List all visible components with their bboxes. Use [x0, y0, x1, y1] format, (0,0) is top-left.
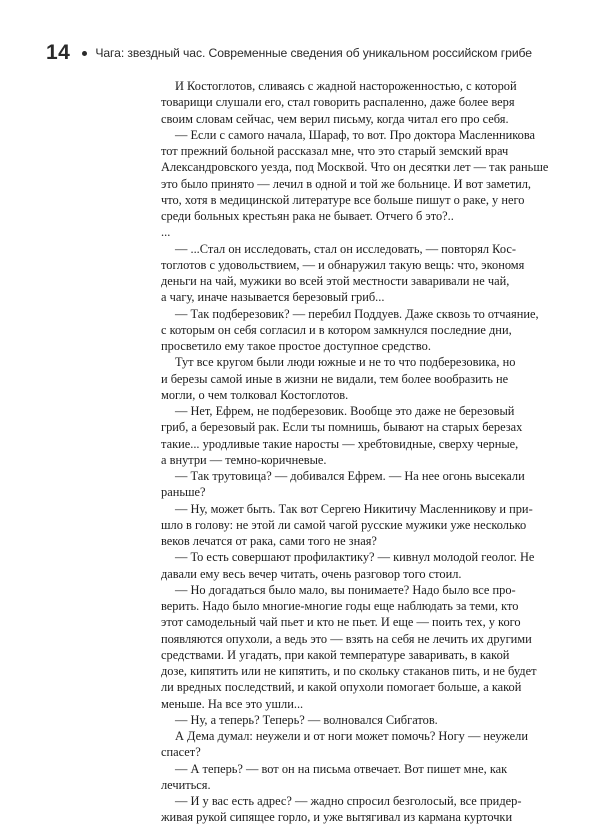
text-line: гриб, а березовый рак. Если ты помнишь, бывают на старых березах: [161, 420, 523, 435]
text-line: средствами. И угадать, при какой температуре заваривать, в какой: [161, 647, 510, 662]
text-line: ...: [161, 225, 171, 240]
page-number: 14: [46, 41, 71, 64]
text-line: — Ну, может быть. Так вот Сергею Никитичу Масленникову и при-: [175, 501, 533, 516]
text-line: — И у вас есть адрес? — жадно спросил безголосый, все придер-: [175, 794, 522, 808]
text-line: с которым он себя согласил и в котором замкнулся последние дни,: [161, 322, 512, 337]
page-header: [46, 42, 532, 64]
text-line: что, хотя в медицинской литературе все больше пишут о раке, у него: [161, 192, 525, 207]
text-line: раньше?: [161, 485, 206, 500]
text-line: — Ну, а теперь? Теперь? — волновался Сибгатов.: [175, 712, 438, 727]
text-line: тоглотов с удовольствием, — и обнаружил такую вещь: что, экономя: [161, 257, 525, 272]
text-line: меньше. На все это ушли...: [161, 696, 304, 711]
text-line: — Нет, Ефрем, не подберезовик. Вообще это даже не березовый: [175, 404, 515, 418]
body-text: [161, 78, 549, 826]
text-line: могли, о чем толковал Костоглотов.: [161, 387, 349, 402]
text-line: живая рукой сипящее горло, и уже вытягивал из кармана курточки: [161, 810, 513, 825]
text-line: ли вредных последствий, и какой опухоли помогает больше, а какой: [161, 680, 522, 695]
text-line: А Дема думал: неужели и от ноги может помочь? Ногу — неужели: [175, 729, 528, 743]
text-line: спасет?: [161, 745, 201, 760]
text-line: а внутри — темно-коричневые.: [161, 452, 327, 467]
text-line: дозе, кипятить или не кипятить, и по скольку стаканов пить, и не будет: [161, 664, 537, 678]
text-line: лечиться.: [161, 777, 211, 792]
text-line: и березы самой иные в жизни не видали, тем более вообразить не: [161, 371, 509, 386]
bullet-icon: [82, 51, 87, 56]
text-line: среди больных крестьян рака не бывает. Отчего б это?..: [161, 209, 454, 223]
text-line: — То есть совершают профилактику? — кивнул молодой геолог. Не: [175, 550, 535, 565]
text-line: появляются опухоли, а ведь это — взять на себя не лечить их другими: [161, 631, 532, 646]
text-line: верить. Надо было многие-многие годы еще наблюдать за теми, кто: [161, 599, 519, 613]
text-line: — Если с самого начала, Шараф, то вот. Про доктора Масленникова: [175, 127, 536, 142]
running-title: Чага: звездный час. Современные сведения об уникальном российском грибе: [95, 46, 532, 60]
text-line: — Так трутовица? — добивался Ефрем. — На нее огонь высекали: [175, 469, 525, 483]
text-line: а чагу, иначе называется березовый гриб...: [161, 290, 385, 305]
text-line: И Костоглотов, сливаясь с жадной настороженностью, с которой: [175, 79, 517, 93]
text-line: — Так подберезовик? — перебил Поддуев. Даже сквозь то отчаяние,: [175, 306, 539, 321]
text-line: веков лечатся от рака, сами того не зная?: [161, 534, 377, 548]
text-line: — ...Стал он исследовать, стал он исследовать, — повторял Кос-: [175, 241, 516, 256]
text-line: давали ему весь вечер читать, очень разговор того стоил.: [161, 566, 462, 581]
text-line: Тут все кругом были люди южные и не то что подберезовика, но: [175, 355, 516, 370]
text-line: тот прежний больной рассказал мне, что это старый земский врач: [161, 144, 509, 158]
text-line: это было принято — лечил в одной и той же больнице. И вот заметил,: [161, 176, 532, 191]
text-line: такие... уродливые такие наросты — хребтовидные, сверху черные,: [161, 436, 519, 451]
text-line: своим словам сейчас, чем верил письму, когда читал его про себя.: [161, 111, 509, 126]
text-line: — Но догадаться было мало, вы понимаете? Надо было все про-: [175, 582, 516, 597]
text-line: просветило ему такое простое доступное средство.: [161, 339, 431, 353]
text-line: этот самодельный чай пьет и кто не пьет. И еще — поить тех, у кого: [161, 615, 521, 630]
text-line: шло в голову: не этой ли самой чагой русские мужики уже несколько: [161, 517, 527, 532]
text-line: Александровского уезда, под Москвой. Что он десятки лет — так раньше: [161, 160, 549, 175]
text-line: — А теперь? — вот он на письма отвечает. Вот пишет мне, как: [175, 761, 508, 776]
text-line: деньги на чай, мужики во всей этой местности заваривали не чай,: [161, 274, 510, 288]
text-line: товарищи слушали его, стал говорить распаленно, даже более веря: [161, 95, 515, 110]
